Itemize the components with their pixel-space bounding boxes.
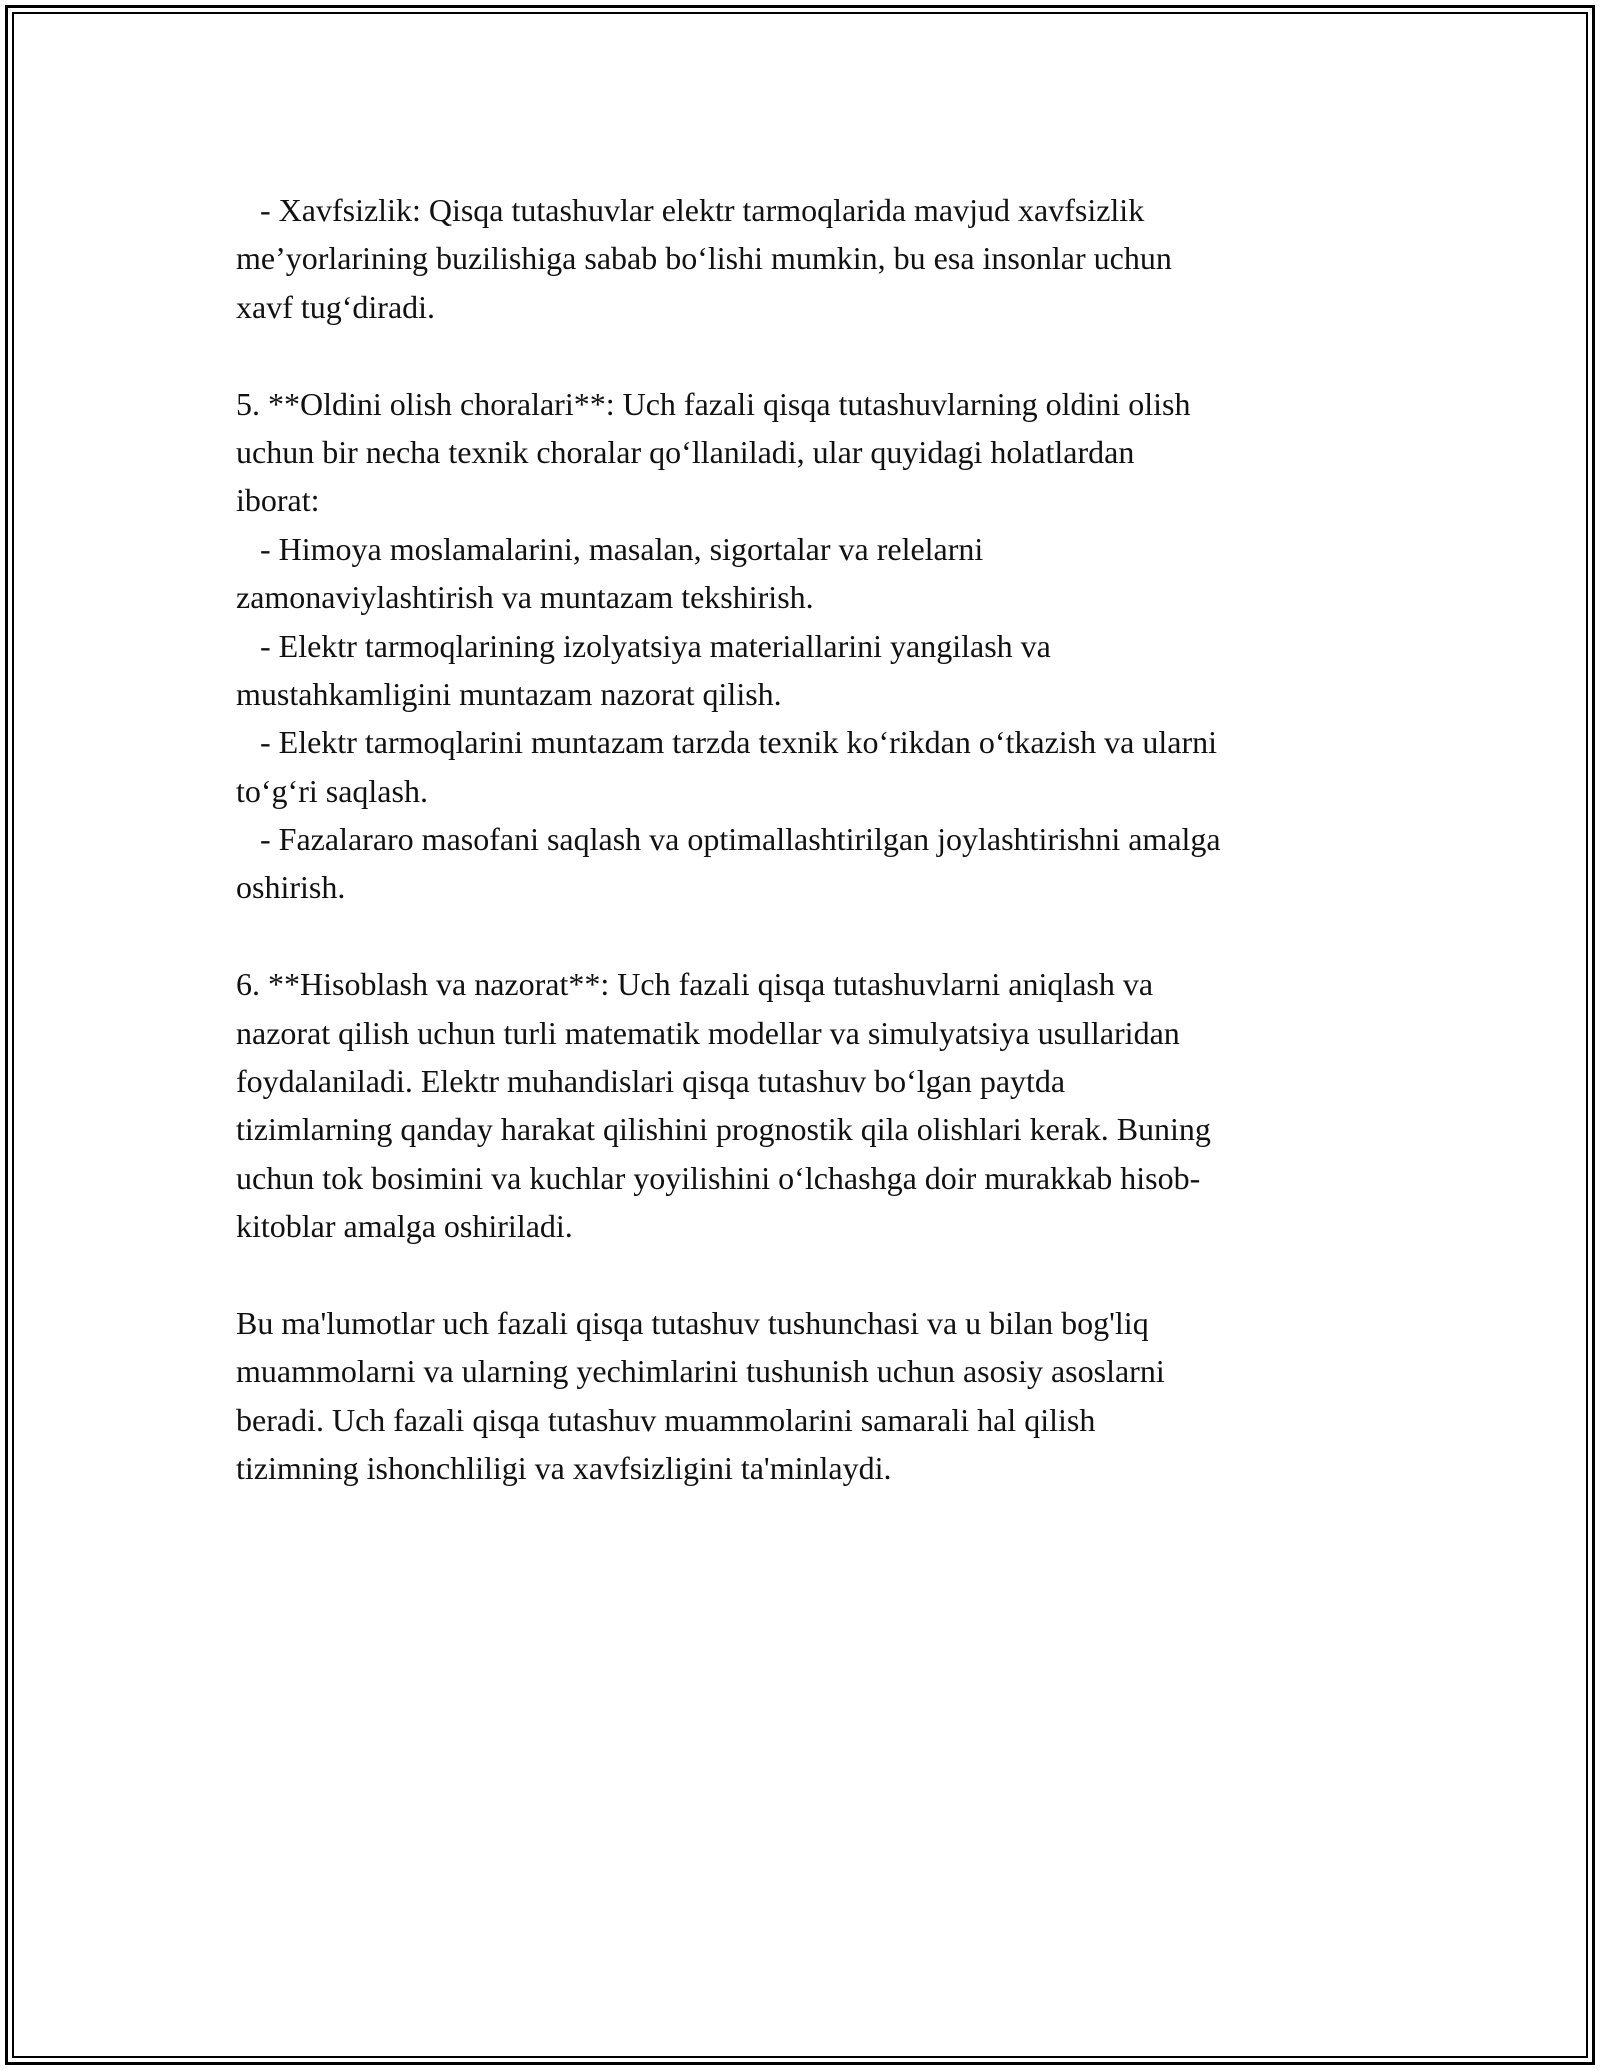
text-line: muammolarni va ularning yechimlarini tushunish uchun asosiy asoslarni — [236, 1353, 1165, 1390]
text-line: Bu ma'lumotlar uch fazali qisqa tutashuv tushunchasi va u bilan bog'liq — [236, 1304, 1149, 1341]
text-line: kitoblar amalga oshiriladi. — [236, 1208, 573, 1245]
text-line: - Elektr tarmoqlarini muntazam tarzda texnik ko‘rikdan o‘tkazish va ularni — [236, 724, 1217, 761]
text-line: mustahkamligini muntazam nazorat qilish. — [236, 675, 782, 712]
text-line: foydalaniladi. Elektr muhandislari qisqa tutashuv bo‘lgan paytda — [236, 1063, 1066, 1100]
paragraph-conclusion — [236, 1299, 1366, 1493]
text-line: tizimning ishonchliligi va xavfsizligini ta'minlaydi. — [236, 1450, 892, 1487]
paragraph-gap — [236, 1251, 1366, 1299]
text-line: oshirish. — [236, 869, 346, 906]
text-line: xavf tug‘diradi. — [236, 288, 436, 325]
paragraph-gap — [236, 331, 1366, 379]
paragraph-safety — [236, 186, 1366, 331]
text-line: uchun tok bosimini va kuchlar yoyilishini o‘lchashga doir murakkab hisob- — [236, 1159, 1201, 1196]
document-body — [236, 186, 1366, 1493]
text-line: - Xavfsizlik: Qisqa tutashuvlar elektr tarmoqlarida mavjud xavfsizlik — [236, 192, 1145, 228]
text-line: - Fazalararo masofani saqlash va optimallashtirilgan joylashtirishni amalga — [236, 821, 1221, 858]
text-line: zamonaviylashtirish va muntazam tekshirish. — [236, 579, 814, 616]
text-line: to‘g‘ri saqlash. — [236, 772, 428, 809]
text-line: 5. **Oldini olish choralari**: Uch fazali qisqa tutashuvlarning oldini olish — [236, 385, 1191, 422]
text-line: 6. **Hisoblash va nazorat**: Uch fazali qisqa tutashuvlarni aniqlash va — [236, 966, 1154, 1003]
text-line: - Himoya moslamalarini, masalan, sigortalar va relelarni — [236, 530, 984, 567]
text-line: - Elektr tarmoqlarining izolyatsiya materiallarini yangilash va — [236, 627, 1051, 664]
text-line: beradi. Uch fazali qisqa tutashuv muammolarini samarali hal qilish — [236, 1401, 1096, 1438]
section-calculation — [236, 960, 1366, 1250]
text-line: uchun bir necha texnik choralar qo‘llaniladi, ular quyidagi holatlardan — [236, 433, 1135, 470]
section-prevention — [236, 380, 1366, 912]
text-line: iborat: — [236, 482, 320, 519]
paragraph-gap — [236, 912, 1366, 960]
text-line: nazorat qilish uchun turli matematik modellar va simulyatsiya usullaridan — [236, 1014, 1180, 1051]
text-line: me’yorlarining buzilishiga sabab bo‘lishi mumkin, bu esa insonlar uchun — [236, 240, 1172, 277]
text-line: tizimlarning qanday harakat qilishini prognostik qila olishlari kerak. Buning — [236, 1111, 1211, 1148]
